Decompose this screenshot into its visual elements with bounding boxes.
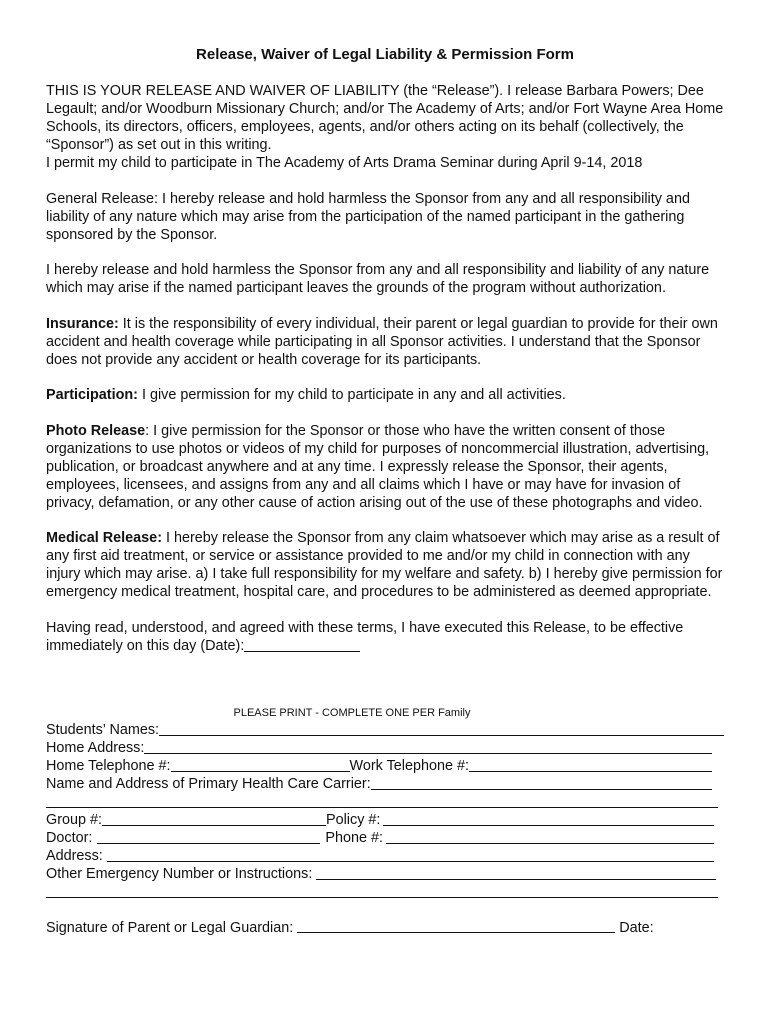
release-text — [46, 82, 728, 655]
form-title: Release, Waiver of Legal Liability & Permission Form — [196, 46, 574, 63]
medical-release-heading: Medical Release: — [46, 530, 162, 546]
phone-field[interactable] — [386, 829, 714, 844]
emergency-field-2[interactable] — [46, 883, 718, 898]
carrier-row — [46, 775, 724, 793]
contact-fields — [46, 721, 724, 901]
phone-label: Phone #: — [325, 830, 384, 846]
policy-label: Policy #: — [326, 812, 381, 828]
participation-text: I give permission for my child to participate in any and all activities. — [137, 387, 566, 403]
telephone-row — [46, 757, 724, 775]
insurance-paragraph — [46, 315, 728, 369]
home-address-row — [46, 739, 724, 757]
leave-grounds-paragraph: I hereby release and hold harmless the Sponsor from any and all responsibility and liability of any nature which may arise if the named participant leaves the grounds of the program without authorization. — [46, 262, 710, 296]
insurance-heading: Insurance: — [46, 315, 119, 332]
doctor-field[interactable] — [97, 829, 320, 844]
intro-paragraph — [46, 82, 728, 172]
address-field[interactable] — [107, 847, 714, 862]
work-phone-field[interactable] — [469, 757, 712, 772]
doctor-label: Doctor: — [46, 830, 93, 846]
carrier-field[interactable] — [371, 775, 712, 790]
print-note: PLEASE PRINT - COMPLETE ONE PER Family — [233, 707, 471, 719]
address-row — [46, 847, 724, 865]
signature-date-label: Date: — [619, 920, 654, 936]
students-label: Students’ Names: — [46, 722, 160, 738]
group-label: Group #: — [46, 812, 102, 828]
students-field[interactable] — [159, 721, 724, 736]
group-field[interactable] — [102, 811, 326, 826]
date-field[interactable] — [244, 637, 360, 652]
home-address-field[interactable] — [144, 739, 712, 754]
carrier-row-2 — [46, 793, 724, 811]
signature-row — [46, 918, 726, 936]
medical-release-paragraph — [46, 529, 728, 601]
emergency-row — [46, 865, 724, 883]
emergency-row-2 — [46, 883, 724, 901]
group-policy-row — [46, 811, 724, 829]
agreement-paragraph — [46, 619, 728, 655]
general-release-paragraph: General Release: I hereby release and hold harmless the Sponsor from any and all responsibility and liability of any nature which may arise from the participation of the named participant in the gathering sponsored by the Sponsor. — [46, 190, 690, 243]
emergency-field[interactable] — [316, 865, 716, 880]
emergency-label: Other Emergency Number or Instructions: — [46, 866, 313, 882]
doctor-phone-row — [46, 829, 724, 847]
carrier-field-2[interactable] — [46, 793, 718, 808]
home-phone-field[interactable] — [171, 757, 350, 772]
home-phone-label: Home Telephone #: — [46, 758, 171, 774]
photo-release-paragraph — [46, 422, 728, 512]
home-address-label: Home Address: — [46, 740, 145, 756]
students-row — [46, 721, 724, 739]
insurance-text: It is the responsibility of every individual, their parent or legal guardian to provide for their own accident and health coverage while participating in all Sponsor activities. I understand that the Sponsor does not provide any accident or health coverage for its participants. — [46, 315, 718, 368]
photo-release-text: : I give permission for the Sponsor or those who have the written consent of those organizations to use photos or videos of my child for purposes of noncommercial illustration, advertising, publication, or broadcast anywhere and at any time. I expressly release the Sponsor, their agents, employees, licensees, and assigns from any and all claims which I have or may have for invasion of privacy, defamation, or any other cause of action arising out of the use of these photographs and video. — [46, 422, 710, 511]
photo-release-heading: Photo Release — [46, 422, 146, 439]
agreement-text: Having read, understood, and agreed with these terms, I have executed this Release, to be effective immediately on this day (Date): — [46, 619, 684, 654]
permit-text: I permit my child to participate in The Academy of Arts Drama Seminar during April 9-14, 2018 — [46, 155, 643, 171]
address-label: Address: — [46, 848, 103, 864]
work-phone-label: Work Telephone #: — [349, 758, 470, 774]
participation-paragraph — [46, 386, 728, 404]
signature-field[interactable] — [297, 918, 615, 933]
carrier-label: Name and Address of Primary Health Care Carrier: — [46, 776, 371, 792]
participation-heading: Participation: — [46, 387, 138, 403]
signature-label: Signature of Parent or Legal Guardian: — [46, 920, 294, 936]
intro-text: THIS IS YOUR RELEASE AND WAIVER OF LIABILITY (the “Release”). I release Barbara Powers; Dee Legault; and/or Woodburn Missionary Church; and/or The Academy of Arts; and/or Fort Wayne Area Home Schools, its directors, officers, employees, agents, and/or others acting on its behalf (collectively, the “Sponsor”) as set out in this writing. — [46, 83, 724, 153]
policy-field[interactable] — [383, 811, 714, 826]
medical-release-text: I hereby release the Sponsor from any claim whatsoever which may arise as a result of any first aid treatment, or service or assistance provided to me and/or my child in connection with any injury which may arise. a) I take full responsibility for my welfare and safety. b) I hereby give permission for emergency medical treatment, hospital care, and procedures to be administered as deemed appropriate. — [46, 530, 723, 600]
